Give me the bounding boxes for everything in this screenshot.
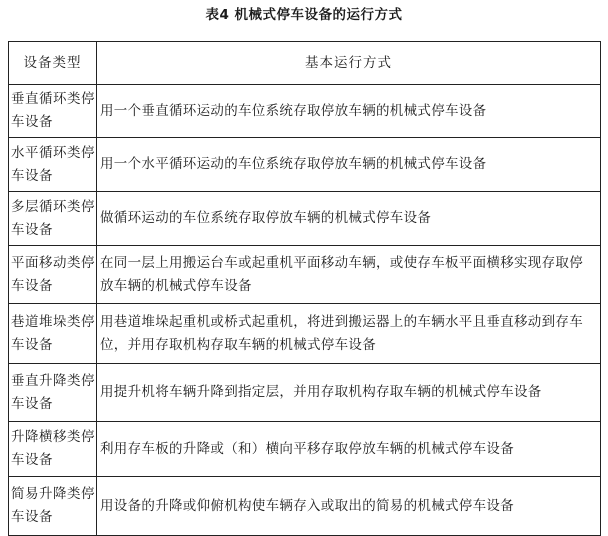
table-caption: 表4 机械式停车设备的运行方式	[205, 7, 403, 23]
equipment-type-cell: 平面移动类停车设备	[9, 246, 97, 304]
header-operation-mode: 基本运行方式	[97, 42, 601, 85]
operation-mode-cell: 在同一层上用搬运台车或起重机平面移动车辆，或使存车板平面横移实现存取停放车辆的机械式停车设备	[97, 246, 601, 304]
equipment-type-cell: 升降横移类停车设备	[9, 422, 97, 477]
equipment-type-cell: 垂直升降类停车设备	[9, 364, 97, 422]
operation-mode-cell: 用一个垂直循环运动的车位系统存取停放车辆的机械式停车设备	[97, 85, 601, 138]
table-row	[9, 85, 601, 138]
table-row	[9, 138, 601, 192]
equipment-type-cell: 巷道堆垛类停车设备	[9, 304, 97, 364]
operation-mode-cell: 利用存车板的升降或（和）横向平移存取停放车辆的机械式停车设备	[97, 422, 601, 477]
operation-mode-cell: 用一个水平循环运动的车位系统存取停放车辆的机械式停车设备	[97, 138, 601, 192]
table-row	[9, 477, 601, 536]
header-equipment-type: 设备类型	[9, 42, 97, 85]
table-row	[9, 364, 601, 422]
operation-mode-cell: 做循环运动的车位系统存取停放车辆的机械式停车设备	[97, 192, 601, 246]
equipment-type-cell: 水平循环类停车设备	[9, 138, 97, 192]
table-header-row	[9, 42, 601, 85]
equipment-type-cell: 简易升降类停车设备	[9, 477, 97, 536]
operation-mode-cell: 用设备的升降或仰俯机构使车辆存入或取出的简易的机械式停车设备	[97, 477, 601, 536]
equipment-type-cell: 垂直循环类停车设备	[9, 85, 97, 138]
table-row	[9, 422, 601, 477]
table-row	[9, 192, 601, 246]
operation-mode-cell: 用巷道堆垛起重机或桥式起重机，将进到搬运器上的车辆水平且垂直移动到存车位，并用存取机构存取车辆的机械式停车设备	[97, 304, 601, 364]
operation-mode-cell: 用提升机将车辆升降到指定层，并用存取机构存取车辆的机械式停车设备	[97, 364, 601, 422]
table-row	[9, 304, 601, 364]
equipment-type-cell: 多层循环类停车设备	[9, 192, 97, 246]
parking-equipment-table	[8, 41, 601, 536]
table-row	[9, 246, 601, 304]
